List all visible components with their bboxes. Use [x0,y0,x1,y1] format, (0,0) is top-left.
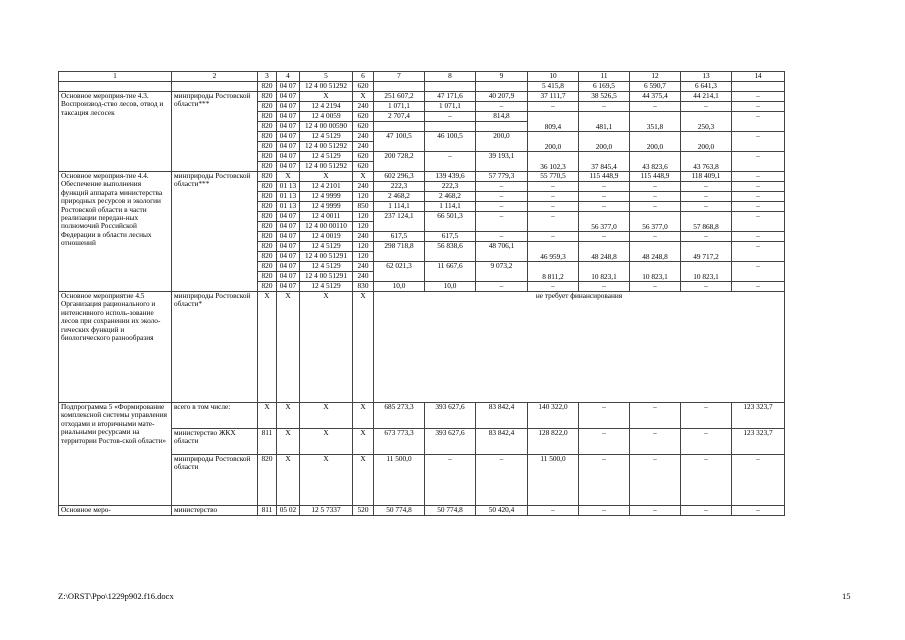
cell: 9 073,2 [476,262,528,282]
cell: – [528,282,579,292]
cell: Х [277,403,300,429]
cell: 46 100,5 [425,132,476,152]
cell: 56 377,0 [579,212,630,232]
cell: 120 [353,242,374,252]
cell [425,122,476,132]
cell: 850 [353,202,374,212]
col-header: 3 [258,72,277,82]
executor: минприроды Ростовской области*** [172,92,258,172]
cell: 120 [353,192,374,202]
cell: 8 811,2 [528,262,579,282]
cell: – [732,192,785,202]
cell: 673 773,3 [374,429,425,455]
table-row [59,506,785,516]
cell: 820 [258,142,277,152]
funding-note: не требует финансирования [374,292,785,403]
cell: – [579,202,630,212]
cell [172,82,258,92]
cell: 12 5 7337 [300,506,353,516]
cell: Х [353,403,374,429]
cell: 240 [353,262,374,272]
cell: 04 07 [277,82,300,92]
cell: – [732,506,785,516]
cell: 04 07 [277,132,300,142]
cell: 83 842,4 [476,403,528,429]
cell: – [630,102,681,112]
cell: – [579,403,630,429]
cell: – [579,455,630,506]
cell: – [732,212,785,232]
cell [425,82,476,92]
cell: Х [300,429,353,455]
cell: 40 207,9 [476,92,528,102]
cell: 115 448,9 [630,172,681,182]
cell: 820 [258,102,277,112]
cell: 50 420,4 [476,506,528,516]
cell: 11 500,0 [528,455,579,506]
cell: 10 823,1 [579,262,630,282]
cell: 10 823,1 [630,262,681,282]
cell: 820 [258,152,277,162]
cell: – [528,212,579,232]
cell: Х [353,172,374,182]
cell: Х [300,92,353,102]
activity-name: Основное мероприя-тие 4.3. Воспроизвод-ство лесов, отвод и таксация лесосек [59,92,172,172]
cell: 50 774,8 [374,506,425,516]
cell: – [528,202,579,212]
cell: – [732,102,785,112]
cell: 38 526,5 [579,92,630,102]
activity-name: Подпрограмма 5 «Формирование комплексной системы управления отходами и вторичными мате-риальными ресурсами на территории Ростов-ской области» [59,403,172,506]
cell: 56 838,6 [425,242,476,262]
cell: 6 169,5 [579,82,630,92]
cell: 820 [258,182,277,192]
cell: 05 02 [277,506,300,516]
cell: Х [353,429,374,455]
col-header: 7 [374,72,425,82]
cell: 351,8 [630,112,681,132]
activity-name: Основное мероприятие 4.5 Организация рационального и интенсивного исполь-зование лесов при сохранении их эколо-гических функций и биологического разнообразия [59,292,172,403]
cell: 120 [353,222,374,232]
activity-name: Основное меро- [59,506,172,516]
cell: 04 07 [277,112,300,122]
cell: Х [277,292,300,403]
cell: – [732,152,785,172]
cell: 04 07 [277,272,300,282]
cell: – [579,282,630,292]
cell: – [732,202,785,212]
cell: – [732,242,785,262]
cell: 820 [258,92,277,102]
cell: – [630,403,681,429]
cell: 120 [353,252,374,262]
cell: 04 07 [277,252,300,262]
cell: – [681,182,732,192]
table-row [59,403,785,429]
cell: 12 4 9999 [300,192,353,202]
cell: 820 [258,282,277,292]
cell: 62 021,3 [374,262,425,282]
cell: – [528,232,579,242]
cell: 12 4 00 51292 [300,82,353,92]
cell: 12 4 9999 [300,202,353,212]
cell: 12 4 00 00110 [300,222,353,232]
cell: 240 [353,142,374,152]
cell: 251 607,2 [374,92,425,102]
cell: Х [353,455,374,506]
cell: 83 842,4 [476,429,528,455]
cell: 298 718,8 [374,242,425,262]
cell: 12 4 00 51292 [300,142,353,152]
cell: 620 [353,82,374,92]
cell [59,82,172,92]
cell: 139 439,6 [425,172,476,182]
cell: – [681,506,732,516]
cell: – [476,192,528,202]
cell: 602 296,3 [374,172,425,182]
cell: – [732,282,785,292]
col-header: 13 [681,72,732,82]
cell: 12 4 0019 [300,232,353,242]
cell: 1 114,1 [425,202,476,212]
cell: 820 [258,222,277,232]
col-header: 4 [277,72,300,82]
cell: 11 667,6 [425,262,476,282]
cell: – [579,506,630,516]
cell: 10 823,1 [681,262,732,282]
cell: 04 07 [277,162,300,172]
cell: 200,0 [630,132,681,152]
cell: – [425,152,476,172]
executor: министерство ЖКХ области [172,429,258,455]
cell: Х [258,292,277,403]
cell: 481,1 [579,112,630,132]
cell: 04 07 [277,232,300,242]
cell: 57 779,3 [476,172,528,182]
cell: 37 845,4 [579,152,630,172]
cell: 04 07 [277,122,300,132]
cell: – [732,262,785,282]
cell: 2 468,2 [425,192,476,202]
cell: – [732,132,785,152]
cell [732,82,785,92]
cell: 820 [258,112,277,122]
cell: 01 13 [277,182,300,192]
cell [374,82,425,92]
cell: – [476,282,528,292]
cell: – [681,202,732,212]
activity-name: Основное мероприя-тие 4.4. Обеспечение выполнения функций аппарата министерства природных ресурсов и экологии Ростовской области в части реализации передан-ных полномочий Российской Федерации в области лесных отношений [59,172,172,292]
cell: 6 641,3 [681,82,732,92]
cell: 240 [353,132,374,142]
cell: 617,5 [374,232,425,242]
cell: 04 07 [277,222,300,232]
cell: – [579,429,630,455]
cell: 240 [353,182,374,192]
cell: – [681,429,732,455]
cell: Х [353,92,374,102]
cell: – [681,232,732,242]
cell: 820 [258,172,277,182]
cell: 222,3 [374,182,425,192]
cell: – [579,232,630,242]
cell: Х [300,455,353,506]
cell: Х [277,455,300,506]
cell: 200,0 [476,132,528,152]
executor: минприроды Ростовской области* [172,292,258,403]
col-header: 2 [172,72,258,82]
cell: 200 728,2 [374,152,425,172]
cell: 12 4 2194 [300,102,353,112]
cell: 12 4 5129 [300,132,353,142]
cell: – [630,192,681,202]
cell: 12 4 5129 [300,282,353,292]
cell: 830 [353,282,374,292]
cell: 820 [258,202,277,212]
cell: 39 193,1 [476,152,528,172]
cell: 12 4 2101 [300,182,353,192]
page-number: 15 [842,591,851,601]
cell: 820 [258,212,277,222]
cell: – [732,92,785,102]
cell: 5 415,8 [528,82,579,92]
cell: 04 07 [277,242,300,252]
cell: 12 4 0011 [300,212,353,222]
cell: 04 07 [277,142,300,152]
cell: 2 707,4 [374,112,425,122]
cell: – [528,506,579,516]
cell: 46 959,3 [528,242,579,262]
cell: 250,3 [681,112,732,132]
cell: – [732,232,785,242]
cell: 12 4 0059 [300,112,353,122]
cell: 222,3 [425,182,476,192]
cell: 04 07 [277,212,300,222]
cell: 1 071,1 [374,102,425,112]
cell: 10,0 [374,282,425,292]
cell: 200,0 [528,132,579,152]
cell: – [476,212,528,232]
cell: 47 171,6 [425,92,476,102]
cell: 43 763,8 [681,152,732,172]
cell: 820 [258,272,277,282]
executor: всего в том числе: [172,403,258,429]
cell: 6 590,7 [630,82,681,92]
cell: 240 [353,272,374,282]
cell: – [630,455,681,506]
cell: – [476,102,528,112]
cell: Х [277,429,300,455]
header-row [59,72,785,82]
cell: 620 [353,122,374,132]
cell [476,82,528,92]
cell: – [630,429,681,455]
cell: – [681,282,732,292]
cell: 520 [353,506,374,516]
cell: 04 07 [277,262,300,272]
budget-table [58,71,785,516]
file-path-footer: Z:\ORST\Ppo\1229p902.f16.docx [58,591,174,601]
cell: 12 4 00 51291 [300,272,353,282]
cell: – [681,102,732,112]
cell: 47 100,5 [374,132,425,152]
cell: 200,0 [681,132,732,152]
cell: 820 [258,262,277,272]
cell: 12 4 5129 [300,152,353,162]
cell: Х [277,172,300,182]
cell: 11 500,0 [374,455,425,506]
cell: 617,5 [425,232,476,242]
executor: министерство [172,506,258,516]
cell: 200,0 [579,132,630,152]
cell: 55 770,5 [528,172,579,182]
cell: 620 [353,162,374,172]
cell: 12 4 5129 [300,242,353,252]
cell: 49 717,2 [681,242,732,262]
cell: – [681,192,732,202]
cell: 820 [258,82,277,92]
cell: – [476,202,528,212]
cell [374,122,425,132]
cell: 12 4 00 00590 [300,122,353,132]
col-header: 8 [425,72,476,82]
cell: 43 823,6 [630,152,681,172]
cell: 04 07 [277,92,300,102]
cell: – [528,182,579,192]
cell: – [732,112,785,132]
cell: Х [258,403,277,429]
cell: – [528,192,579,202]
cell: – [476,455,528,506]
cell: 04 07 [277,102,300,112]
cell: 811 [258,506,277,516]
cell: 809,4 [528,112,579,132]
cell: 48 706,1 [476,242,528,262]
col-header: 12 [630,72,681,82]
cell: 36 102,3 [528,152,579,172]
cell: 50 774,8 [425,506,476,516]
table-row [59,92,785,102]
cell: 44 375,4 [630,92,681,102]
cell: 820 [258,252,277,262]
cell: – [528,102,579,112]
cell: 820 [258,162,277,172]
cell [476,122,528,132]
cell: 128 822,0 [528,429,579,455]
col-header: 1 [59,72,172,82]
col-header: 9 [476,72,528,82]
cell: 1 114,1 [374,202,425,212]
cell: – [732,182,785,192]
table-row [59,82,785,92]
cell: 37 111,7 [528,92,579,102]
cell: 44 214,1 [681,92,732,102]
cell: – [425,455,476,506]
cell: 48 248,8 [579,242,630,262]
cell: 820 [258,192,277,202]
cell: – [476,182,528,192]
cell: Х [300,403,353,429]
cell: – [732,172,785,182]
executor: минприроды Ростовской области*** [172,172,258,292]
cell: – [579,102,630,112]
cell: 393 627,6 [425,403,476,429]
cell: 118 409,1 [681,172,732,182]
cell: 620 [353,112,374,122]
cell: 820 [258,122,277,132]
cell: 123 323,7 [732,429,785,455]
cell: Х [300,292,353,403]
cell: – [579,192,630,202]
cell: Х [353,292,374,403]
cell: 120 [353,212,374,222]
cell: – [476,232,528,242]
cell: 12 4 00 51292 [300,162,353,172]
cell: 2 468,2 [374,192,425,202]
col-header: 5 [300,72,353,82]
col-header: 14 [732,72,785,82]
cell: – [630,506,681,516]
cell: 237 124,1 [374,212,425,232]
cell: 48 248,8 [630,242,681,262]
cell: 01 13 [277,192,300,202]
cell: 123 323,7 [732,403,785,429]
col-header: 11 [579,72,630,82]
cell: 240 [353,102,374,112]
cell: 240 [353,232,374,242]
cell: 66 501,3 [425,212,476,232]
cell: 56 377,0 [630,212,681,232]
cell: 04 07 [277,152,300,162]
cell: 393 627,6 [425,429,476,455]
cell: 115 448,9 [579,172,630,182]
cell: 820 [258,455,277,506]
cell: – [732,455,785,506]
executor: минприроды Ростовской области [172,455,258,506]
cell: 811 [258,429,277,455]
cell: 04 07 [277,282,300,292]
cell: – [579,182,630,192]
cell: 01 13 [277,202,300,212]
cell: 57 868,8 [681,212,732,232]
cell: – [630,282,681,292]
table-row [59,172,785,182]
col-header: 10 [528,72,579,82]
col-header: 6 [353,72,374,82]
cell: 12 4 00 51291 [300,252,353,262]
cell: Х [300,172,353,182]
cell: – [630,232,681,242]
cell: 620 [353,152,374,162]
table-row [59,292,785,403]
cell: 140 322,0 [528,403,579,429]
cell: – [681,403,732,429]
cell: 10,0 [425,282,476,292]
cell: 685 273,3 [374,403,425,429]
cell: – [630,202,681,212]
cell: – [425,112,476,122]
cell: 814,8 [476,112,528,122]
cell: 820 [258,132,277,142]
cell: – [681,455,732,506]
cell: – [630,182,681,192]
cell: 12 4 5129 [300,262,353,272]
cell: 820 [258,232,277,242]
cell: 1 071,1 [425,102,476,112]
cell: 820 [258,242,277,252]
